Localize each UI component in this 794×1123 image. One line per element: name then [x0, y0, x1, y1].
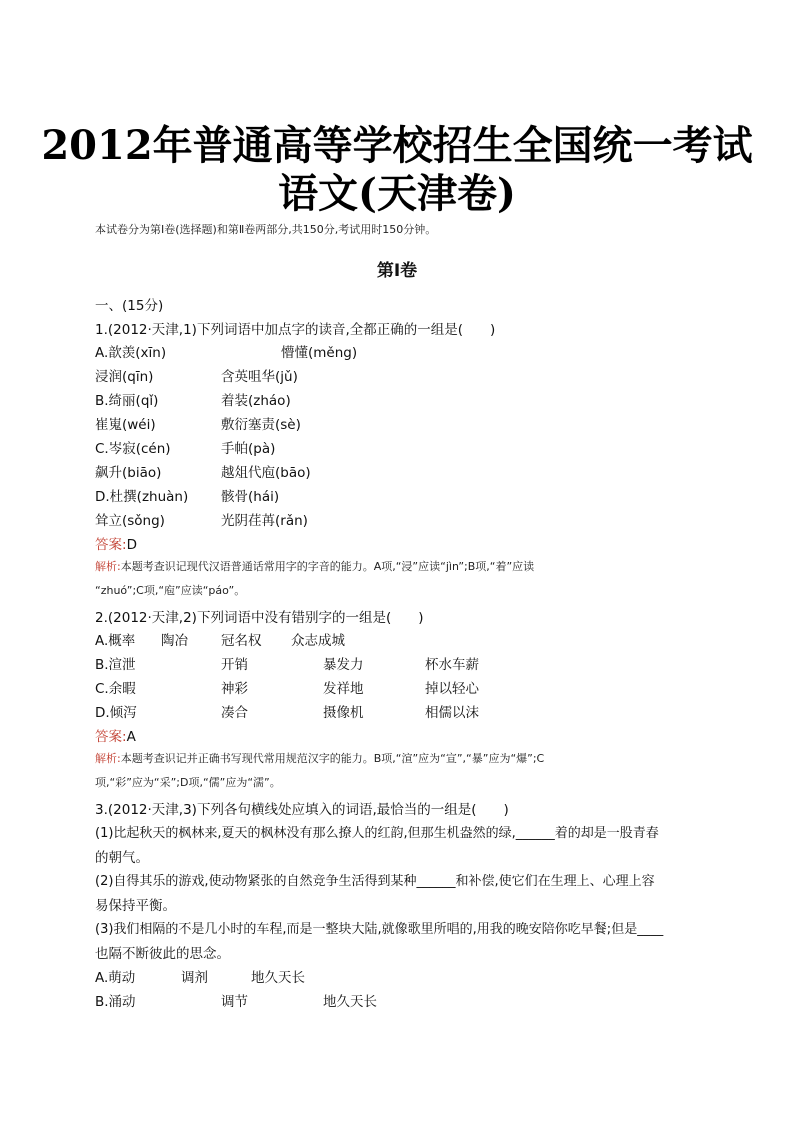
- q3-sentence-2: (2)自得其乐的游戏,使动物紧张的自然竞争生活得到某种______和补偿,使它们在生理上、心理上容: [95, 874, 655, 889]
- exam-subtitle: 语文(天津卷): [278, 170, 516, 217]
- q1-analysis-continued: “zhuó”;C项,“庖”应读“páo”。: [95, 584, 246, 597]
- q1-option-row: [95, 389, 715, 409]
- answer-value: A: [126, 729, 136, 745]
- q1-cell: B.绮丽(qǐ): [95, 393, 159, 409]
- q3-option-row: [95, 966, 715, 986]
- q3-sentence-1-continued: 的朝气。: [95, 850, 149, 866]
- section-heading: 第Ⅰ卷: [376, 261, 418, 281]
- answer-value: D: [126, 537, 137, 553]
- q2-cell: C.余暇: [95, 681, 136, 697]
- q1-cell: 光阴荏苒(rǎn): [221, 513, 308, 529]
- q2-option-row: [95, 701, 715, 721]
- q1-cell: 骸骨(hái): [221, 489, 280, 505]
- q2-cell: A.概率: [95, 633, 136, 649]
- question-2-stem: 2.(2012·天津,2)下列词语中没有错别字的一组是( ): [95, 610, 424, 626]
- q2-cell: 开销: [221, 657, 248, 673]
- q2-option-row: [95, 677, 715, 697]
- q3-sentence-2-continued: 易保持平衡。: [95, 898, 176, 914]
- q1-cell: 手帕(pà): [221, 441, 276, 457]
- analysis-label: 解析:: [95, 752, 121, 765]
- q1-cell: 含英咀华(jǔ): [221, 369, 298, 385]
- q1-analysis: [95, 558, 534, 574]
- q2-analysis-continued: 项,“彩”应为“采”;D项,“儒”应为“濡”。: [95, 776, 281, 789]
- q3-cell: A.萌动: [95, 970, 136, 986]
- q1-option-row: [95, 413, 715, 433]
- q2-cell: 神彩: [221, 681, 248, 697]
- q1-cell: 耸立(sǒng): [95, 513, 165, 529]
- q2-cell: 暴发力: [323, 657, 364, 673]
- analysis-label: 解析:: [95, 560, 121, 573]
- answer-label: 答案:: [95, 537, 127, 553]
- q1-cell: C.岑寂(cén): [95, 441, 171, 457]
- q3-cell: 调节: [221, 994, 248, 1010]
- q1-option-row: [95, 341, 715, 361]
- q1-cell: 敷衍塞责(sè): [221, 417, 301, 433]
- q1-answer: [95, 533, 137, 553]
- question-3-stem: 3.(2012·天津,3)下列各句横线处应填入的词语,最恰当的一组是( ): [95, 802, 509, 818]
- q1-cell: 着装(zháo): [221, 393, 291, 409]
- q2-cell: 发祥地: [323, 681, 364, 697]
- q2-option-row: [95, 653, 715, 673]
- q1-cell: 崔嵬(wéi): [95, 417, 156, 433]
- analysis-text: 本题考查识记并正确书写现代常用规范汉字的能力。B项,“渲”应为“宣”,“暴”应为“爆”;C: [120, 752, 545, 765]
- q3-sentence-1: (1)比起秋天的枫林来,夏天的枫林没有那么撩人的红韵,但那生机盎然的绿,______着的却是一股青春: [95, 826, 659, 841]
- q1-option-row: [95, 485, 715, 505]
- q2-cell: 摄像机: [323, 705, 364, 721]
- answer-label: 答案:: [95, 729, 127, 745]
- part-heading: 一、(15分): [95, 298, 164, 314]
- q2-analysis: [95, 750, 544, 766]
- q1-cell: 越俎代庖(bāo): [221, 465, 311, 481]
- q1-option-row: [95, 437, 715, 457]
- q3-option-row: [95, 990, 715, 1010]
- q3-cell: 地久天长: [323, 994, 377, 1010]
- q1-cell: 飙升(biāo): [95, 465, 162, 481]
- exam-title: 2012年普通高等学校招生全国统一考试: [41, 122, 753, 169]
- q2-cell: 陶冶: [161, 633, 188, 649]
- q2-cell: 相儒以沫: [425, 705, 479, 721]
- q1-cell: 浸润(qīn): [95, 369, 154, 385]
- q3-cell: 地久天长: [251, 970, 305, 986]
- q1-option-row: [95, 509, 715, 529]
- q1-option-row: [95, 461, 715, 481]
- q2-cell: 众志成城: [291, 633, 345, 649]
- q3-sentence-3-continued: 也隔不断彼此的思念。: [95, 946, 230, 962]
- exam-instructions: 本试卷分为第Ⅰ卷(选择题)和第Ⅱ卷两部分,共150分,考试用时150分钟。: [95, 223, 437, 236]
- q3-sentence-3: (3)我们相隔的不是几小时的车程,而是一整块大陆,就像歌里所唱的,用我的晚安陪你吃早餐;但是____: [95, 922, 664, 937]
- q2-cell: 掉以轻心: [425, 681, 479, 697]
- q1-cell: A.歆羡(xīn): [95, 345, 167, 361]
- q1-option-row: [95, 365, 715, 385]
- q2-option-row: [95, 629, 715, 649]
- q1-cell: 懵懂(měng): [281, 345, 358, 361]
- q2-cell: 冠名权: [221, 633, 262, 649]
- q2-answer: [95, 725, 136, 745]
- q2-cell: D.倾泻: [95, 705, 137, 721]
- q2-cell: B.渲泄: [95, 657, 136, 673]
- q2-cell: 杯水车薪: [425, 657, 479, 673]
- q3-cell: 调剂: [181, 970, 208, 986]
- question-1-stem: 1.(2012·天津,1)下列词语中加点字的读音,全都正确的一组是( ): [95, 322, 496, 338]
- q3-cell: B.涌动: [95, 994, 136, 1010]
- analysis-text: 本题考查识记现代汉语普通话常用字的字音的能力。A项,“浸”应读“jìn”;B项,“着”应读: [120, 560, 535, 573]
- q2-cell: 凑合: [221, 705, 248, 721]
- q1-cell: D.杜撰(zhuàn): [95, 489, 189, 505]
